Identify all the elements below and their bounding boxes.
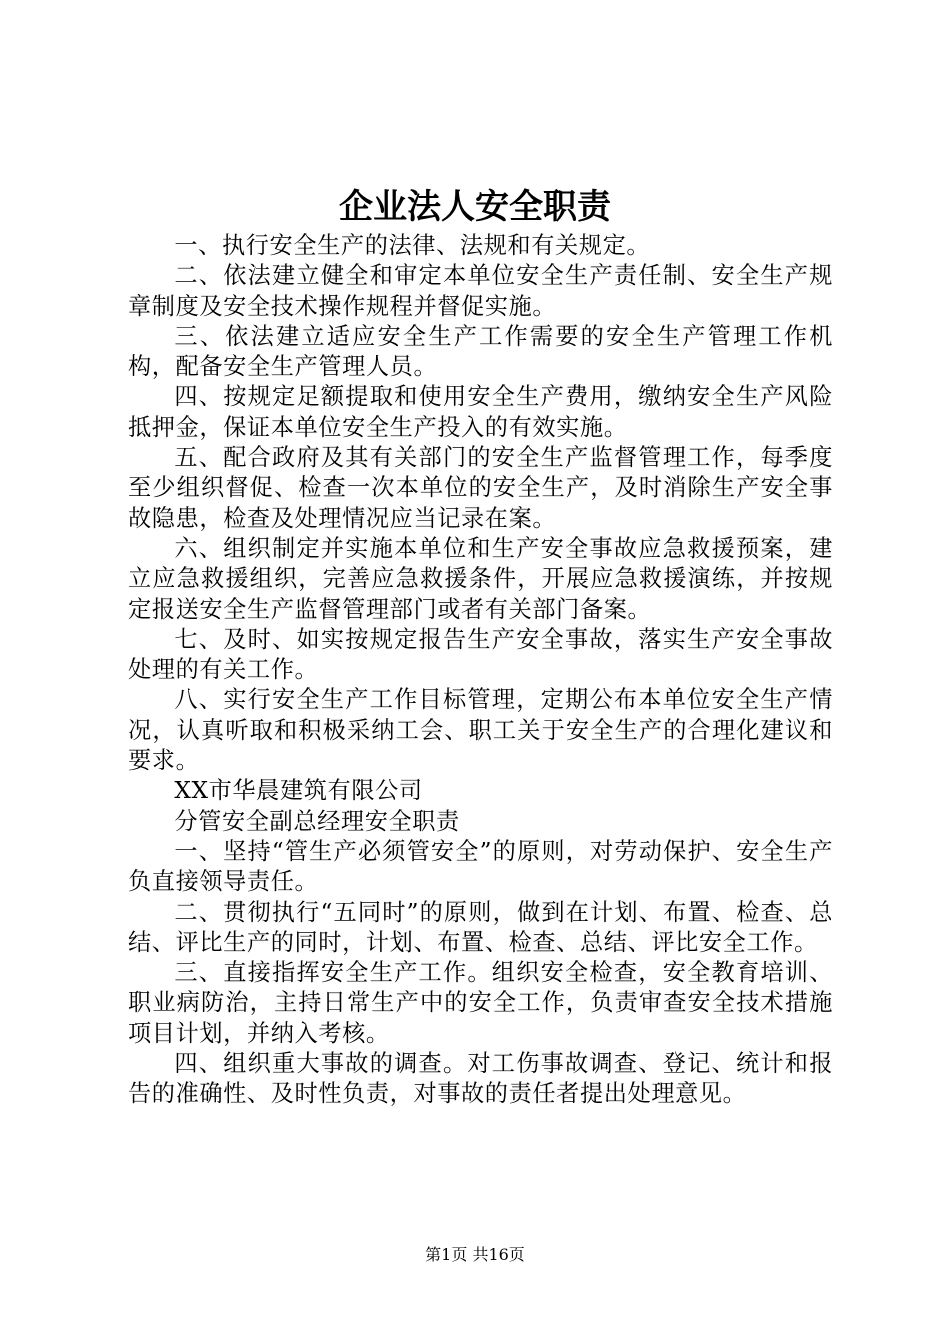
paragraph: 五、配合政府及其有关部门的安全生产监督管理工作，每季度至少组织督促、检查一次本单位的安全生产，及时消除生产安全事故隐患，检查及处理情况应当记录在案。 [128, 444, 833, 532]
section-heading: 分管安全副总经理安全职责 [174, 807, 460, 835]
paragraph: 三、依法建立适应安全生产工作需要的安全生产管理工作机构，配备安全生产管理人员。 [128, 322, 833, 381]
paragraph: 四、按规定足额提取和使用安全生产费用，缴纳安全生产风险抵押金，保证本单位安全生产投入的有效实施。 [128, 383, 833, 441]
paragraph: 二、贯彻执行“五同时”的原则，做到在计划、布置、检查、总结、评比生产的同时，计划、布置、检查、总结、评比安全工作。 [128, 898, 833, 956]
paragraph: 一、执行安全生产的法律、法规和有关规定。 [174, 232, 651, 259]
company-name: XX市华晨建筑有限公司 [174, 777, 423, 805]
document-body [128, 231, 833, 1110]
page-footer: 第1页 共16页 [425, 1245, 525, 1264]
document-title: 企业法人安全职责 [339, 187, 611, 227]
paragraph: 七、及时、如实按规定报告生产安全事故，落实生产安全事故处理的有关工作。 [128, 625, 833, 684]
paragraph: 六、组织制定并实施本单位和生产安全事故应急救援预案，建立应急救援组织，完善应急救援条件，开展应急救援演练，并按规定报送安全生产监督管理部门或者有关部门备案。 [128, 534, 833, 623]
paragraph: 二、依法建立健全和审定本单位安全生产责任制、安全生产规章制度及安全技术操作规程并督促实施。 [128, 262, 833, 320]
paragraph: 八、实行安全生产工作目标管理，定期公布本单位安全生产情况，认真听取和积极采纳工会、职工关于安全生产的合理化建议和要求。 [128, 686, 833, 775]
paragraph: 四、组织重大事故的调查。对工伤事故调查、登记、统计和报告的准确性、及时性负责，对事故的责任者提出处理意见。 [128, 1050, 833, 1108]
paragraph: 一、坚持“管生产必须管安全”的原则，对劳动保护、安全生产负直接领导责任。 [128, 837, 833, 896]
paragraph: 三、直接指挥安全生产工作。组织安全检查，安全教育培训、职业病防治，主持日常生产中的安全工作，负责审查安全技术措施项目计划，并纳入考核。 [128, 959, 833, 1047]
